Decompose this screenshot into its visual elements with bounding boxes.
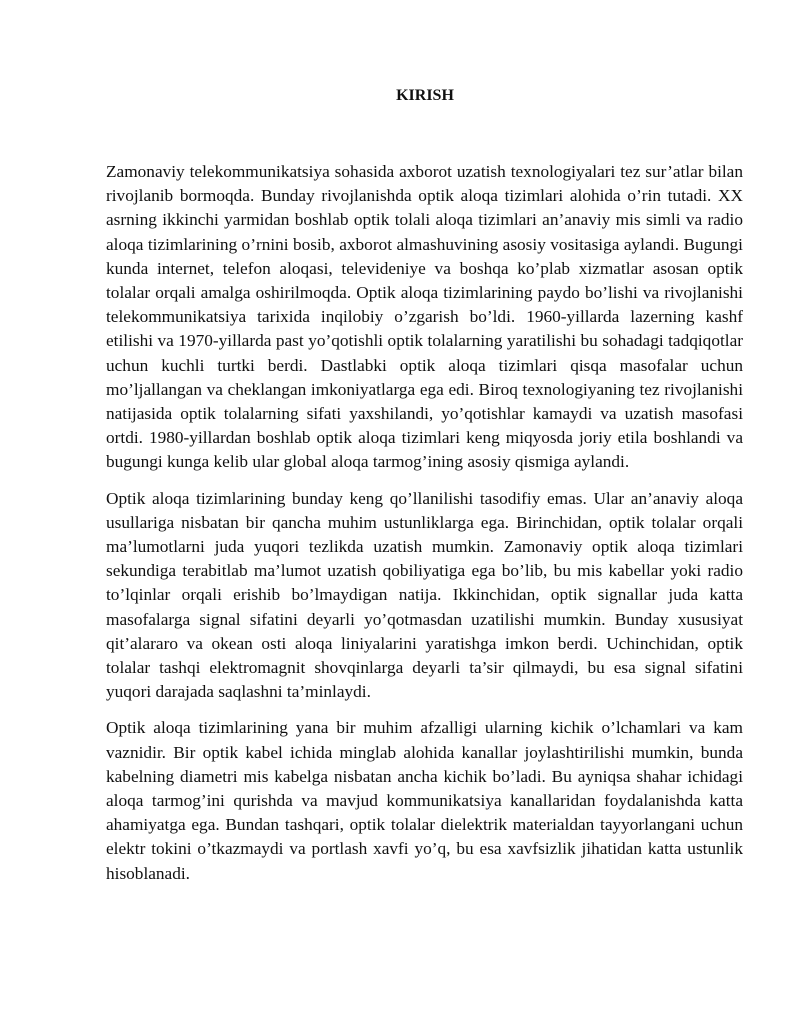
- paragraph-3: Optik aloqa tizimlarining yana bir muhim afzalligi ularning kichik o’lchamlari va kam vaznidir. Bir optik kabel ichida minglab alohida kanallar joylashtirilishi mumkin, bunda kabelning diametri mis kabelga nisbatan ancha kichik bo’ladi. Bu ayniqsa shahar ichidagi aloqa tarmog’ini qurishda va mavjud kommunikatsiya kanallaridan foydalanishda katta ahamiyatga ega. Bundan tashqari, optik tolalar dielektrik materialdan tayyorlangani uchun elektr tokini o’tkazmaydi va portlash xavfi yo’q, bu esa xavfsizlik jihatidan katta ustunlik hisoblanadi.: [106, 718, 743, 883]
- paragraph-1: Zamonaviy telekommunikatsiya sohasida axborot uzatish texnologiyalari tez sur’atlar bilan rivojlanib bormoqda. Bunday rivojlanishda optik aloqa tizimlari alohida o’rin tutadi. XX asrning ikkinchi yarmidan boshlab optik tolali aloqa tizimlari an’anaviy mis simli va radio aloqa tizimlarining o’rnini bosib, axborot almashuvining asosiy vositasiga aylandi. Bugungi kunda internet, telefon aloqasi, televideniye va boshqa ko’plab xizmatlar asosan optik tolalar orqali amalga oshirilmoqda. Optik aloqa tizimlarining paydo bo’lishi va rivojlanishi telekommunikatsiya tarixida inqilobiy o’zgarish bo’ldi. 1960-yillarda lazerning kashf etilishi va 1970-yillarda past yo’qotishli optik tolalarning yaratilishi bu sohadagi tadqiqotlar uchun kuchli turtki berdi. Dastlabki optik aloqa tizimlari qisqa masofalar uchun mo’ljallangan va cheklangan imkoniyatlarga ega edi. Biroq texnologiyaning tez rivojlanishi natijasida optik tolalarning sifati yaxshilandi, yo’qotishlar kamaydi va uzatish masofasi ortdi. 1980-yillardan boshlab optik aloqa tizimlari keng miqyosda joriy etila boshlandi va bugungi kunga kelib ular global aloqa tarmog’ining asosiy qismiga aylandi.: [106, 162, 743, 472]
- document-body: [106, 160, 743, 898]
- paragraph-2: Optik aloqa tizimlarining bunday keng qo’llanilishi tasodifiy emas. Ular an’anaviy aloqa usullariga nisbatan bir qancha muhim ustunliklarga ega. Birinchidan, optik tolalar orqali ma’lumotlarni juda yuqori tezlikda uzatish mumkin. Zamonaviy optik aloqa tizimlari sekundiga terabitlab ma’lumot uzatish qobiliyatiga ega bo’lib, bu mis kabellar yoki radio to’lqinlar orqali erishib bo’lmaydigan natija. Ikkinchidan, optik signallar juda katta masofalarga signal sifatini deyarli yo’qotmasdan uzatilishi mumkin. Bunday xususiyat qit’alararo va okean osti aloqa liniyalarini yaratishga imkon berdi. Uchinchidan, optik tolalar tashqi elektromagnit shovqinlarga deyarli ta’sir qilmaydi, bu esa signal sifatini yuqori darajada saqlashni ta’minlaydi.: [106, 488, 743, 702]
- page-title: KIRISH: [396, 87, 454, 104]
